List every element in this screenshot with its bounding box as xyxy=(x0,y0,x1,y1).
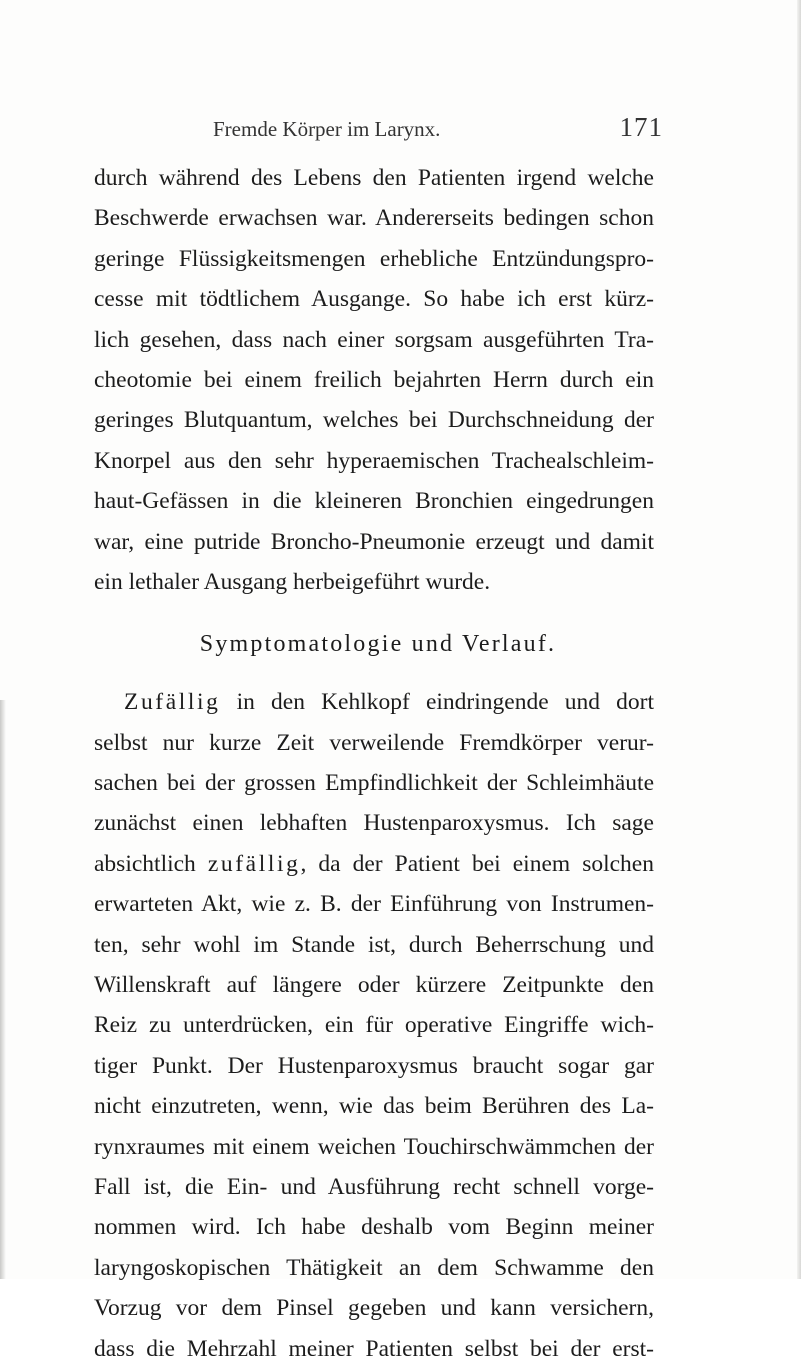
text-line: geringes Blutquantum, welches bei Durchschneidung der xyxy=(94,407,654,434)
text-line: erwarteten Akt, wie z. B. der Einführung von Instrumen- xyxy=(94,891,654,918)
text-line: Vorzug vor dem Pinsel gegeben und kann versichern, xyxy=(94,1295,654,1322)
text-line: sachen bei der grossen Empfindlichkeit der Schleimhäute xyxy=(94,770,654,797)
page-number: 171 xyxy=(619,112,663,142)
text-line: Fall ist, die Ein- und Ausführung recht schnell vorge- xyxy=(94,1173,654,1200)
text-line: cheotomie bei einem freilich bejahrten Herrn durch ein xyxy=(94,366,654,393)
text-line: Beschwerde erwachsen war. Andererseits bedingen schon xyxy=(94,205,654,232)
text-line: laryngoskopischen Thätigkeit an dem Schwamme den xyxy=(94,1254,654,1281)
text-line xyxy=(94,682,654,722)
gutter-shadow xyxy=(0,700,6,1279)
section-heading: Symptomatologie und Verlauf. xyxy=(199,631,557,658)
running-header xyxy=(213,112,663,146)
text-line: rynxraumes mit einem weichen Touchirschwämmchen der xyxy=(94,1133,654,1160)
text-line: nommen wird. Ich habe deshalb vom Beginn meiner xyxy=(94,1214,654,1241)
text-line: Willenskraft auf längere oder kürzere Zeitpunkte den xyxy=(94,972,654,999)
text-line: durch während des Lebens den Patienten irgend welche xyxy=(94,165,654,191)
text-line: haut-Gefässen in die kleineren Bronchien eingedrungen xyxy=(94,488,654,515)
text-line: ein lethaler Ausgang herbeigeführt wurde. xyxy=(94,568,491,595)
text-line: tiger Punkt. Der Hustenparoxysmus braucht sogar gar xyxy=(94,1052,654,1079)
text-line: ten, sehr wohl im Stande ist, durch Beherrschung und xyxy=(94,931,654,958)
body-text xyxy=(94,158,654,1369)
text-line xyxy=(94,844,654,884)
text-line: geringe Flüssigkeitsmengen erhebliche Entzündungspro- xyxy=(94,245,654,272)
text-line: cesse mit tödtlichem Ausgange. So habe ich erst kürz- xyxy=(94,286,654,313)
text-span: in den Kehlkopf eindringende und dort xyxy=(220,689,654,716)
text-line: war, eine putride Broncho-Pneumonie erzeugt und damit xyxy=(94,528,654,555)
page-edge-shadow xyxy=(797,0,801,1279)
emphasized-word: Zufällig xyxy=(124,689,221,716)
text-line: lich gesehen, dass nach einer sorgsam ausgeführten Tra- xyxy=(94,326,654,353)
emphasized-word: zufällig xyxy=(207,850,301,877)
text-span: , da der Patient bei einem solchen xyxy=(300,850,654,877)
paragraph xyxy=(94,158,654,602)
text-line: dass die Mehrzahl meiner Patienten selbst bei der erst- xyxy=(94,1335,654,1362)
text-line: Reiz zu unterdrücken, ein für operative Eingriffe wich- xyxy=(94,1012,654,1039)
text-line: selbst nur kurze Zeit verweilende Fremdkörper verur- xyxy=(94,729,654,756)
text-line: zunächst einen lebhaften Hustenparoxysmus. Ich sage xyxy=(94,810,654,837)
text-line: Knorpel aus den sehr hyperaemischen Trachealschleim- xyxy=(94,447,654,474)
paragraph xyxy=(94,682,654,1369)
running-title: Fremde Körper im Larynx. xyxy=(213,117,441,141)
text-line: nicht einzutreten, wenn, wie das beim Berühren des La- xyxy=(94,1093,654,1120)
text-span: absichtlich xyxy=(94,850,208,877)
